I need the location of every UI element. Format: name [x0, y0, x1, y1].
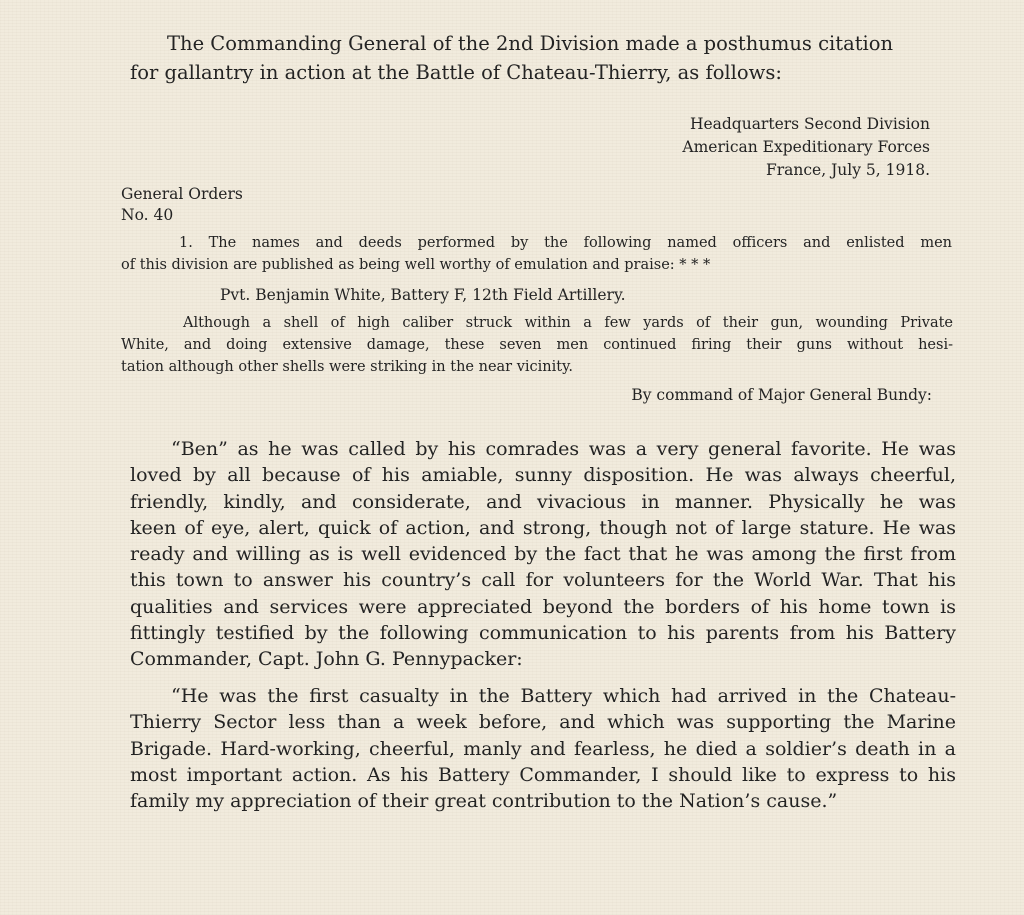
general-orders-number: No. 40 [121, 206, 174, 224]
tribute-line: qualities and services were appreciated beyond the borders of his home town is [130, 595, 956, 618]
soldier-name: Pvt. Benjamin White, Battery F, 12th Field Artillery. [220, 286, 626, 304]
deed-line-1: Although a shell of high caliber struck within a few yards of their gun, wounding Private [183, 315, 953, 331]
tribute-line: loved by all because of his amiable, sunny disposition. He was always cheerful, [130, 464, 956, 487]
hq-line-3: France, July 5, 1918. [765, 161, 930, 179]
letter-line: Thierry Sector less than a week before, and which was supporting the Marine [130, 711, 956, 734]
tribute-paragraph [130, 436, 956, 673]
letter-line: “He was the first casualty in the Battery which had arrived in the Chateau- [171, 685, 956, 707]
tribute-line: keen of eye, alert, quick of action, and strong, though not of large stature. He was [130, 516, 956, 539]
tribute-line: this town to answer his country’s call for volunteers for the World War. That his [130, 569, 956, 592]
tribute-line: fittingly testified by the following communication to his parents from his Battery [130, 622, 956, 645]
signoff: By command of Major General Bundy: [631, 386, 932, 404]
deed-line-2: White, and doing extensive damage, these seven men continued firing their guns without hesi- [121, 337, 953, 353]
citation-para-line-1: 1. The names and deeds performed by the following named officers and enlisted men [179, 235, 952, 251]
deed-line-3: tation although other shells were striking in the near vicinity. [121, 359, 573, 375]
tribute-line: “Ben” as he was called by his comrades was a very general favorite. He was [171, 438, 956, 460]
tribute-line: Commander, Capt. John G. Pennypacker: [130, 648, 523, 671]
letter-paragraph [130, 683, 956, 814]
general-orders-label: General Orders [121, 185, 243, 203]
intro-line-2: for gallantry in action at the Battle of Chateau-Thierry, as follows: [130, 61, 782, 84]
letter-line: Brigade. Hard-working, cheerful, manly and fearless, he died a soldier’s death in a [130, 737, 956, 760]
hq-line-1: Headquarters Second Division [689, 115, 930, 133]
citation-para-line-2: of this division are published as being well worthy of emulation and praise: * * * [121, 257, 711, 273]
tribute-line: friendly, kindly, and considerate, and vivacious in manner. Physically he was [130, 490, 956, 513]
hq-line-2: American Expeditionary Forces [682, 138, 930, 156]
letter-line: family my appreciation of their great contribution to the Nation’s cause.” [130, 790, 838, 813]
intro-line-1: The Commanding General of the 2nd Division made a posthumus citation [167, 32, 894, 55]
tribute-line: ready and willing as is well evidenced by the fact that he was among the first from [130, 543, 956, 566]
letter-line: most important action. As his Battery Commander, I should like to express to his [130, 763, 956, 786]
